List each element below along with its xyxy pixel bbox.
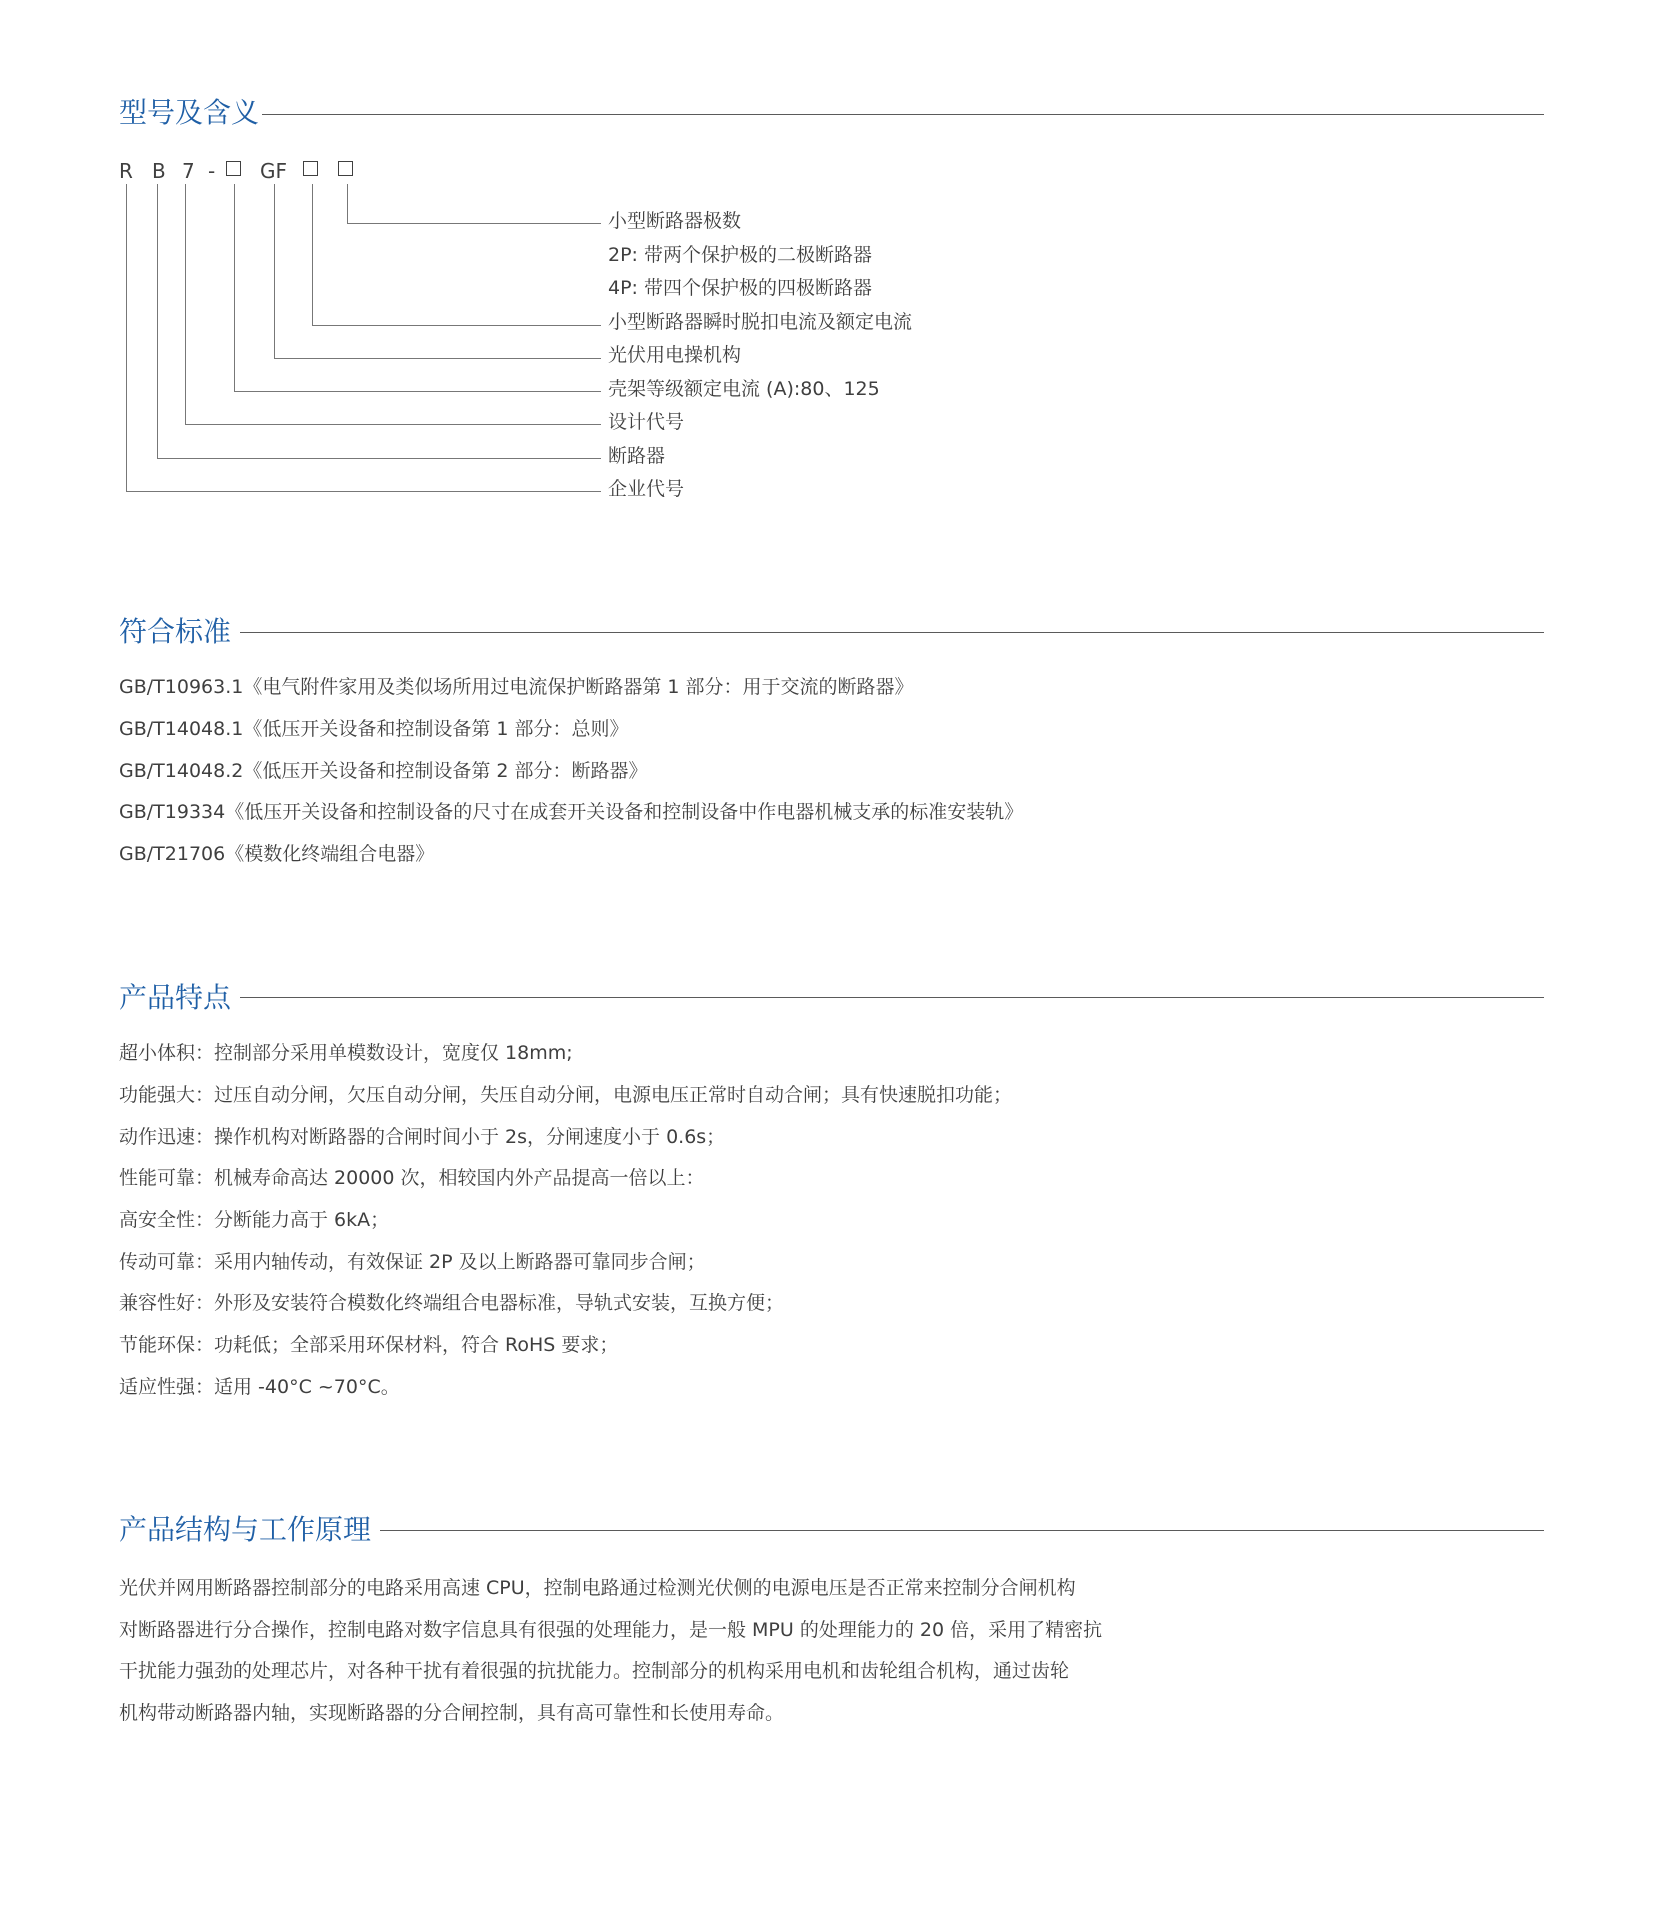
feature-item: 性能可靠：机械寿命高达 20000 次，相较国内外产品提高一倍以上：: [119, 1167, 705, 1189]
features-title-divider: [240, 997, 1544, 998]
standard-item: GB/T10963.1《电气附件家用及类似场所用过电流保护断路器第 1 部分：用于交流的断路器》: [119, 676, 914, 698]
desc-4p: 4P: 带四个保护极的四极断路器: [608, 277, 872, 299]
model-title-divider: [262, 114, 1544, 115]
code-part-7: 7: [182, 159, 195, 183]
code-box-frame-current: [226, 161, 241, 176]
code-part-gf: GF: [260, 159, 288, 183]
desc-company-code: 企业代号: [608, 478, 685, 500]
standard-item: GB/T21706《模数化终端组合电器》: [119, 843, 435, 865]
standard-item: GB/T14048.1《低压开关设备和控制设备第 1 部分：总则》: [119, 718, 629, 740]
features-section-title: 产品特点: [119, 981, 232, 1014]
standards-title-divider: [240, 632, 1544, 633]
structure-section-title: 产品结构与工作原理: [119, 1513, 372, 1546]
feature-item: 适应性强：适用 -40°C ~70°C。: [119, 1376, 400, 1398]
standards-section-title: 符合标准: [119, 615, 232, 648]
model-section-title: 型号及含义: [119, 96, 260, 129]
feature-item: 高安全性：分断能力高于 6kA；: [119, 1209, 390, 1231]
desc-release-current: 小型断路器瞬时脱扣电流及额定电流: [608, 311, 913, 333]
structure-paragraph-line: 机构带动断路器内轴，实现断路器的分合闸控制，具有高可靠性和长使用寿命。: [119, 1702, 785, 1724]
code-box-release-current: [303, 161, 318, 176]
code-box-poles: [338, 161, 353, 176]
desc-design-code: 设计代号: [608, 411, 685, 433]
feature-item: 动作迅速：操作机构对断路器的合闸时间小于 2s，分闸速度小于 0.6s；: [119, 1126, 726, 1148]
code-part-r: R: [119, 159, 133, 183]
structure-paragraph-line: 对断路器进行分合操作，控制电路对数字信息具有很强的处理能力，是一般 MPU 的处理能力的 20 倍，采用了精密抗: [119, 1619, 1103, 1641]
structure-paragraph-line: 光伏并网用断路器控制部分的电路采用高速 CPU，控制电路通过检测光伏侧的电源电压是否正常来控制分合闸机构: [119, 1577, 1076, 1599]
desc-operating-mechanism: 光伏用电操机构: [608, 344, 742, 366]
code-part-b: B: [152, 159, 166, 183]
structure-title-divider: [380, 1530, 1544, 1531]
standard-item: GB/T19334《低压开关设备和控制设备的尺寸在成套开关设备和控制设备中作电器机械支承的标准安装轨》: [119, 801, 1024, 823]
leader-line-company-code: [126, 184, 601, 492]
desc-breaker: 断路器: [608, 445, 666, 467]
structure-paragraph-line: 干扰能力强劲的处理芯片，对各种干扰有着很强的抗扰能力。控制部分的机构采用电机和齿轮组合机构，通过齿轮: [119, 1660, 1070, 1682]
model-code: [119, 156, 379, 186]
feature-item: 传动可靠：采用内轴传动，有效保证 2P 及以上断路器可靠同步合闸；: [119, 1251, 706, 1273]
feature-item: 功能强大：过压自动分闸，欠压自动分闸，失压自动分闸，电源电压正常时自动合闸；具有快速脱扣功能；: [119, 1084, 1013, 1106]
standard-item: GB/T14048.2《低压开关设备和控制设备第 2 部分：断路器》: [119, 760, 648, 782]
feature-item: 超小体积：控制部分采用单模数设计，宽度仅 18mm;: [119, 1042, 573, 1064]
desc-poles: 小型断路器极数: [608, 210, 742, 232]
feature-item: 节能环保：功耗低；全部采用环保材料，符合 RoHS 要求；: [119, 1334, 619, 1356]
code-part-dash: -: [208, 159, 216, 183]
desc-2p: 2P: 带两个保护极的二极断路器: [608, 244, 872, 266]
feature-item: 兼容性好：外形及安装符合模数化终端组合电器标准，导轨式安装，互换方便；: [119, 1292, 785, 1314]
desc-frame-current: 壳架等级额定电流 (A):80、125: [608, 378, 880, 400]
